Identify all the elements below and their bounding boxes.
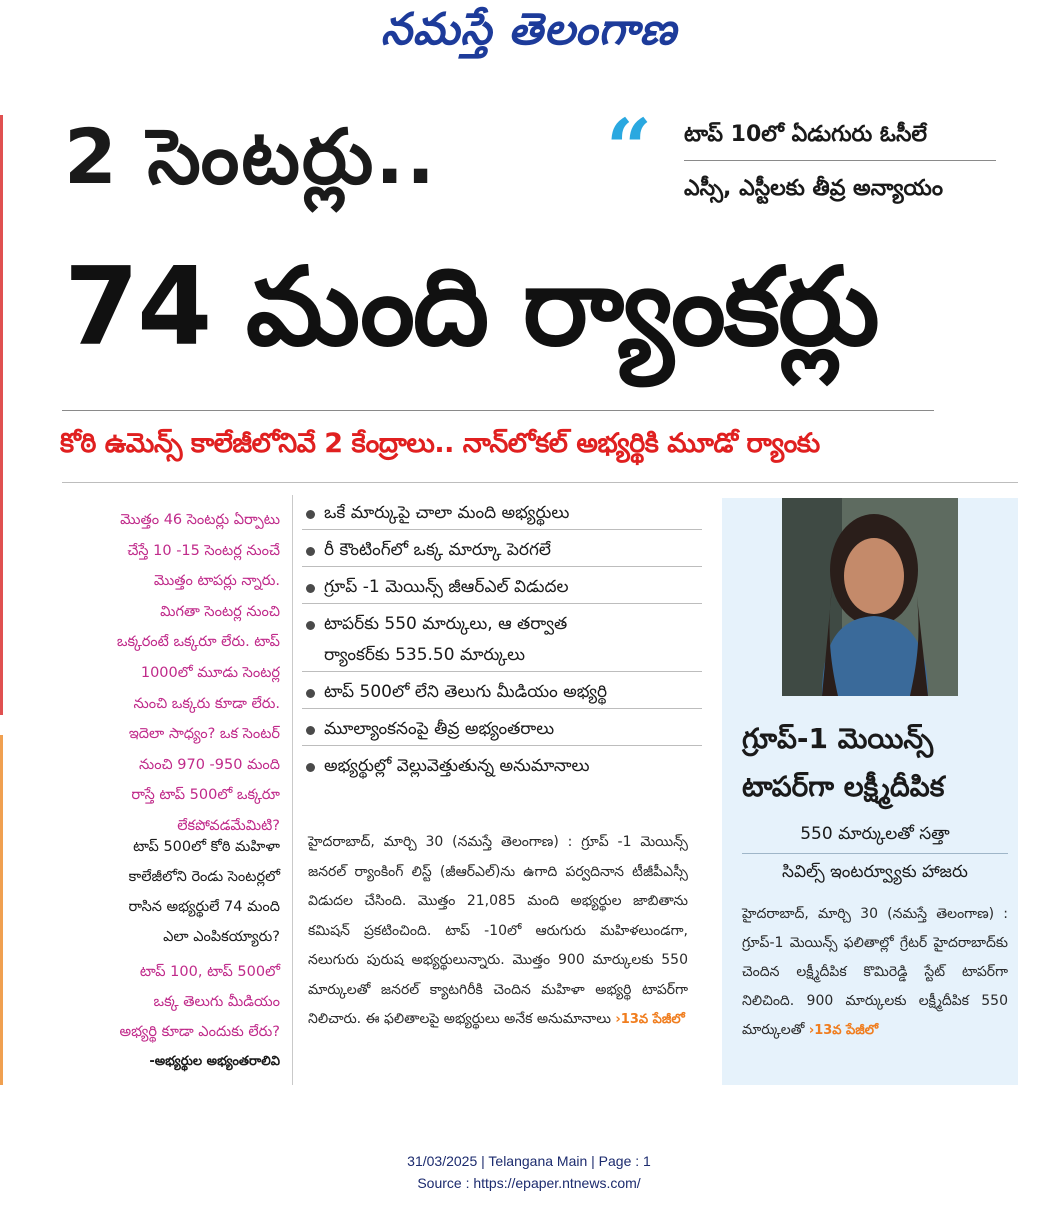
- sidebar-subtitle: [742, 816, 1008, 891]
- bullet-text: టాపర్‌కు 550 మార్కులు, ఆ తర్వాత ర్యాంకర్‌కు 535.50 మార్కులు: [324, 614, 568, 665]
- bullet-text: మూల్యాంకనంపై తీవ్ర అభ్యంతరాలు: [324, 719, 555, 739]
- page-footer: [0, 1150, 1058, 1194]
- bullet-icon: [306, 584, 315, 593]
- bullet-text: టాప్ 500లో లేని తెలుగు మీడియం అభ్యర్థి: [324, 682, 608, 702]
- list-item: [302, 535, 702, 567]
- footer-date-edition: 31/03/2025 | Telangana Main | Page : 1: [407, 1153, 651, 1169]
- left-edge-mark-lower: [0, 735, 3, 1085]
- left-column-block2: టాప్ 500లో కోఠి మహిళా కాలేజీలోని రెండు సెంటర్లలో రాసిన అభ్యర్థులే 74 మంది ఎలా ఎంపికయ్యారు?: [128, 839, 280, 945]
- bullet-text: గ్రూప్ -1 మెయిన్స్ జీఆర్‌ఎల్ విడుదల: [324, 577, 569, 597]
- left-edge-mark: [0, 115, 3, 715]
- portrait-illustration: [782, 498, 958, 696]
- sidebar-subtitle-line1: 550 మార్కులతో సత్తా: [742, 816, 1008, 854]
- side-quote-divider: [684, 160, 996, 161]
- article-body-text: హైదరాబాద్, మార్చి 30 (నమస్తే తెలంగాణ) : గ్రూప్ -1 మెయిన్స్ జనరల్ ర్యాంకింగ్ లిస్ట్ (జీఆర్‌ఎల్)ను ఉగాది పర్వదినాన టీజీపీఎస్సీ విడుదల చేసింది. మొత్తం 21,085 మంది అభ్యర్థుల జాబితాను కమిషన్ ప్రకటించింది. టాప్ -10లో ఆరుగురు మహిళలుండగా, నలుగురు పురుష అభ్యర్థులున్నారు. మొత్తం 900 మార్కులకు 550 మార్కులతో జనరల్ క్యాటగిరీకి చెందిన మహిళా అభ్యర్థి టాపర్‌గా నిలిచారు. ఈ ఫలితాలపై అభ్యర్థులు అనేక అనుమానాలు: [308, 834, 688, 1027]
- bullet-icon: [306, 726, 315, 735]
- headline-line1: 2 సెంటర్లు..: [64, 112, 438, 201]
- sidebar-title: [742, 715, 944, 811]
- left-column-block1: మొత్తం 46 సెంటర్లు ఏర్పాటు చేస్తే 10 -15 సెంటర్ల నుంచే మొత్తం టాపర్లు న్నారు. మిగతా సెంటర్ల నుంచి ఒక్కరంటే ఒక్కరూ లేరు. టాప్ 1000లో మూడు సెంటర్ల నుంచి ఒక్కరు కూడా లేరు. ఇదెలా సాధ్యం? ఒక సెంటర్ నుంచి 970 -950 మంది రాస్తే టాప్ 500లో ఒక్కరూ లేకపోవడమేమిటి?: [116, 512, 280, 834]
- subhead-divider: [62, 482, 1018, 483]
- bullet-icon: [306, 510, 315, 519]
- continued-page-link[interactable]: ›13వ పేజీలో: [615, 1012, 685, 1027]
- left-column-block3: టాప్ 100, టాప్ 500లో ఒక్క తెలుగు మీడియం అభ్యర్థి కూడా ఎందుకు లేరు?: [119, 964, 280, 1040]
- sidebar-title-line2: టాపర్‌గా లక్ష్మీదీపిక: [742, 770, 945, 803]
- sidebar-continued-link[interactable]: ›13వ పేజీలో: [808, 1023, 879, 1038]
- bullet-icon: [306, 763, 315, 772]
- headline-divider: [62, 410, 934, 411]
- bullet-text: ఒకే మార్కుపై చాలా మంది అభ్యర్థులు: [324, 503, 570, 523]
- bullet-icon: [306, 689, 315, 698]
- list-item: [302, 609, 702, 672]
- left-column-attribution: -అభ్యర్థుల అభ్యంతరాలివి: [149, 1054, 280, 1069]
- highlights-list: [302, 498, 702, 787]
- list-item: [302, 714, 702, 746]
- headline-line2: 74 మంది ర్యాంకర్లు: [64, 245, 878, 370]
- list-item: [302, 751, 702, 782]
- article-body: [308, 828, 688, 1035]
- sidebar-title-line1: గ్రూప్-1 మెయిన్స్: [742, 722, 934, 755]
- topper-photo: [782, 498, 958, 696]
- list-item: [302, 677, 702, 709]
- list-item: [302, 572, 702, 604]
- footer-source[interactable]: Source : https://epaper.ntnews.com/: [417, 1175, 641, 1191]
- list-item: [302, 498, 702, 530]
- bullet-icon: [306, 547, 315, 556]
- side-quote-line1: టాప్ 10లో ఏడుగురు ఓసీలే: [684, 122, 927, 147]
- sidebar-subtitle-line2: సివిల్స్ ఇంటర్వ్యూకు హాజరు: [782, 862, 968, 882]
- bullet-icon: [306, 621, 315, 630]
- side-quote-line2: ఎస్సీ, ఎస్టీలకు తీవ్ర అన్యాయం: [684, 176, 943, 201]
- bullet-text: అభ్యర్థుల్లో వెల్లువెత్తుతున్న అనుమానాలు: [324, 756, 590, 776]
- quote-icon: “: [606, 101, 653, 195]
- bullet-text: రీ కౌంటింగ్‌లో ఒక్క మార్కూ పెరగలే: [324, 540, 551, 560]
- sidebar-body: [742, 900, 1008, 1045]
- column-divider: [292, 495, 293, 1085]
- masthead-title: నమస్తే తెలంగాణ: [380, 4, 678, 55]
- subheadline: కోఠి ఉమెన్స్ కాలేజీలోనివే 2 కేంద్రాలు.. నాన్‌లోకల్ అభ్యర్థికి మూడో ర్యాంకు: [60, 428, 820, 459]
- sidebar-body-text: హైదరాబాద్, మార్చి 30 (నమస్తే తెలంగాణ) : గ్రూప్-1 మెయిన్స్ ఫలితాల్లో గ్రేటర్ హైదరాబాద్‌కు చెందిన లక్ష్మీదీపిక కొమిరెడ్డి స్టేట్ టాపర్‌గా నిలిచింది. 900 మార్కులకు లక్ష్మీదీపిక 550 మార్కులతో: [742, 906, 1008, 1038]
